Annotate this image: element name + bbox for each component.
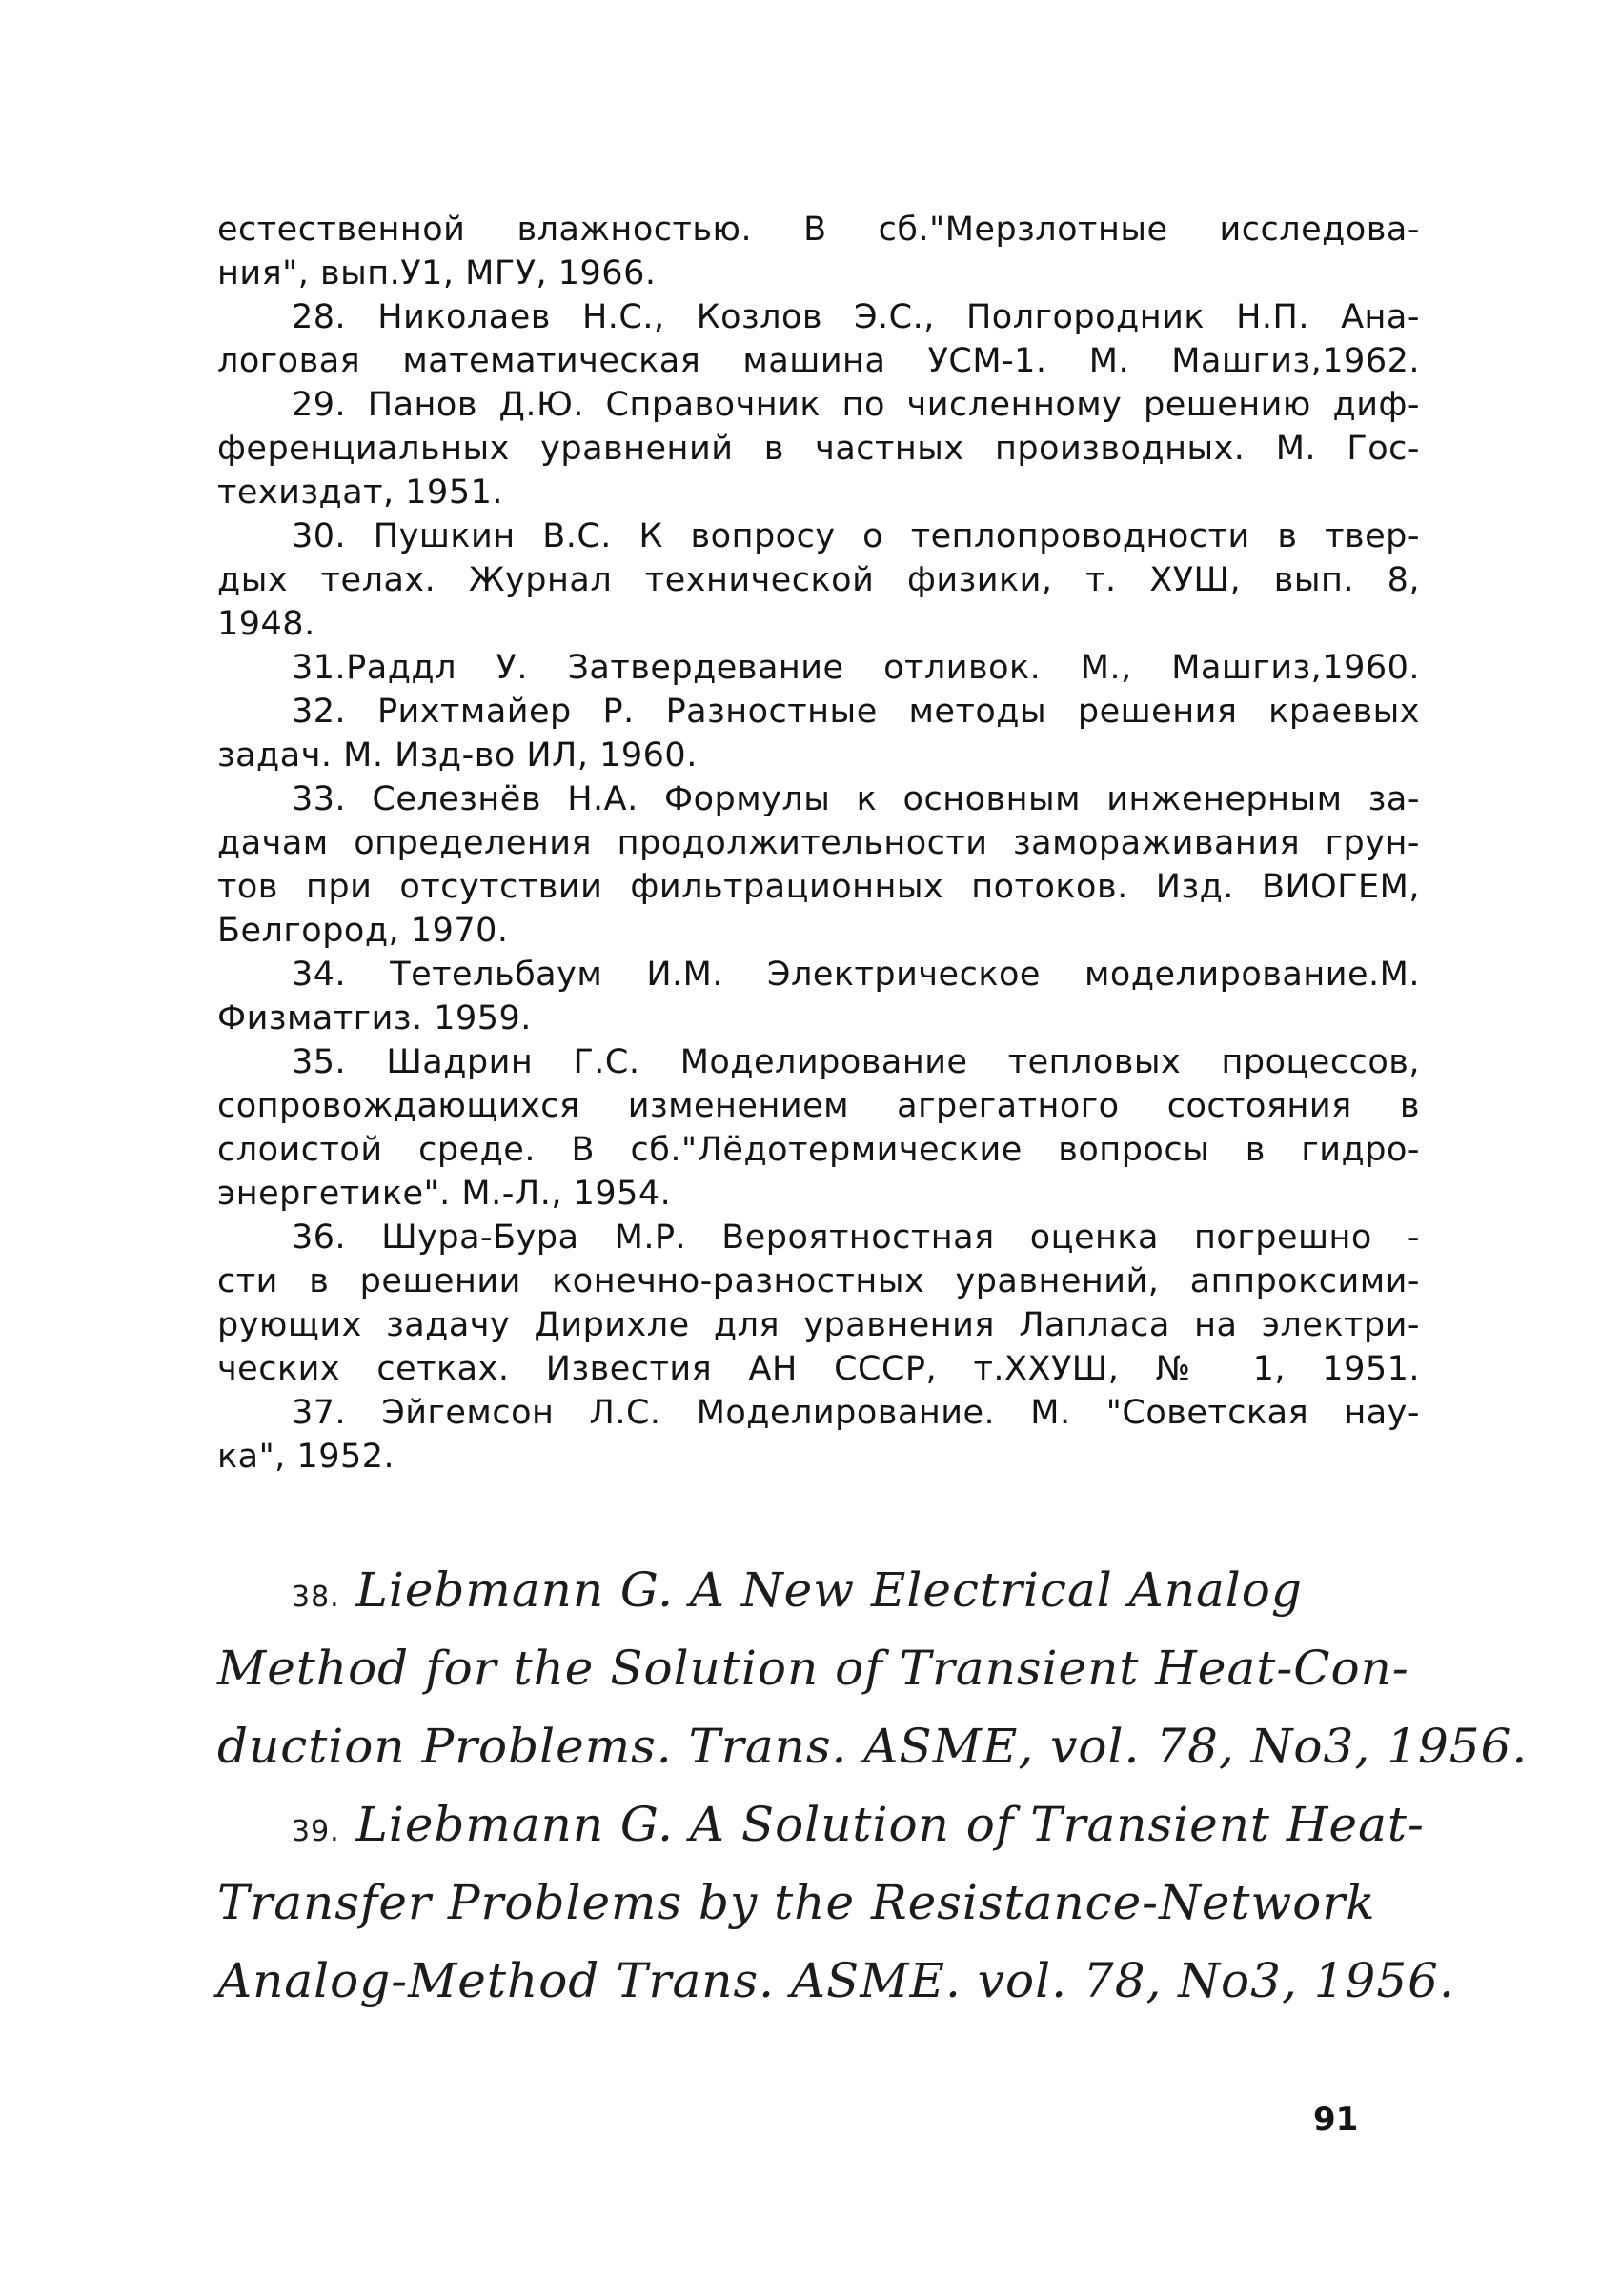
handwritten-reference-line: [217, 1863, 1420, 1942]
handwritten-text: Analog-Method Trans. ASME. vol. 78, No3, 1956.: [217, 1953, 1455, 2008]
reference-line: ния", вып.У1, МГУ, 1966.: [217, 254, 657, 292]
reference-line: ка", 1952.: [217, 1438, 395, 1476]
reference-line: 34. Тетельбаум И.М. Электрическое моделирование.М.: [292, 956, 1420, 994]
reference-line: сопровождающихся изменением агрегатного состояния в: [217, 1087, 1420, 1125]
handwritten-text: Liebmann G. A Solution of Transient Heat-: [355, 1797, 1425, 1852]
reference-line: ференциальных уравнений в частных производных. М. Гос-: [217, 430, 1420, 468]
reference-line: 1948.: [217, 605, 315, 643]
reference-line: Физматгиз. 1959.: [217, 999, 532, 1037]
handwritten-reference-line: [217, 1942, 1455, 2020]
handwritten-reference-line: [217, 1551, 1420, 1629]
reference-line: 28. Николаев Н.С., Козлов Э.С., Полгородник Н.П. Ана-: [292, 298, 1420, 336]
reference-line: 35. Шадрин Г.С. Моделирование тепловых процессов,: [292, 1043, 1420, 1081]
handwritten-reference-line: [217, 1629, 1420, 1707]
reference-line: слоистой среде. В сб."Лёдотермические вопросы в гидро-: [217, 1131, 1420, 1169]
reference-line: 30. Пушкин В.С. К вопросу о теплопроводности в твер-: [292, 517, 1420, 555]
handwritten-reference-line: [217, 1785, 1425, 1863]
reference-line: 33. Селезнёв Н.А. Формулы к основным инженерным за-: [292, 780, 1420, 818]
handwritten-text: Liebmann G. A New Electrical Analog: [355, 1562, 1303, 1618]
reference-line: дых телах. Журнал технической физики, т. ХУШ, вып. 8,: [217, 561, 1420, 599]
reference-line: ческих сетках. Известия АН СССР, т.ХХУШ, № 1, 1951.: [217, 1350, 1420, 1388]
reference-number: 39.: [292, 1815, 340, 1848]
reference-line: дачам определения продолжительности замораживания грун-: [217, 824, 1420, 862]
reference-line: 36. Шура-Бура М.Р. Вероятностная оценка погрешно -: [292, 1218, 1420, 1257]
reference-line: тов при отсутствии фильтрационных потоков. Изд. ВИОГЕМ,: [217, 868, 1420, 906]
reference-line: 37. Эйгемсон Л.С. Моделирование. М. "Советская нау-: [292, 1394, 1420, 1432]
reference-line: рующих задачу Дирихле для уравнения Лапласа на электри-: [217, 1306, 1420, 1344]
reference-line: естественной влажностью. В сб."Мерзлотные исследова-: [217, 211, 1420, 249]
handwritten-text: duction Problems. Trans. ASME, vol. 78, No3, 1956.: [217, 1719, 1529, 1774]
handwritten-text: Transfer Problems by the Resistance-Network: [217, 1875, 1376, 1930]
reference-line: 31.Раддл У. Затвердевание отливок. М., Машгиз,1960.: [292, 649, 1420, 687]
reference-line: техиздат, 1951.: [217, 473, 503, 512]
references-typed-text: [217, 208, 1420, 1479]
handwritten-text: Method for the Solution of Transient Heat-Con-: [217, 1641, 1409, 1696]
reference-line: логовая математическая машина УСМ-1. М. Машгиз,1962.: [217, 342, 1420, 380]
reference-line: Белгород, 1970.: [217, 912, 509, 950]
reference-line: 29. Панов Д.Ю. Справочник по численному решению диф-: [292, 386, 1420, 424]
reference-number: 38.: [292, 1581, 340, 1614]
reference-line: энергетике". М.-Л., 1954.: [217, 1175, 672, 1213]
handwritten-reference-line: [217, 1707, 1529, 1785]
reference-line: 32. Рихтмайер Р. Разностные методы решения краевых: [292, 693, 1420, 731]
page-number: 91: [1313, 2101, 1359, 2139]
reference-line: сти в решении конечно-разностных уравнений, аппроксими-: [217, 1262, 1420, 1300]
reference-line: задач. М. Изд-во ИЛ, 1960.: [217, 736, 698, 775]
references-handwritten-text: [217, 1551, 1529, 2020]
